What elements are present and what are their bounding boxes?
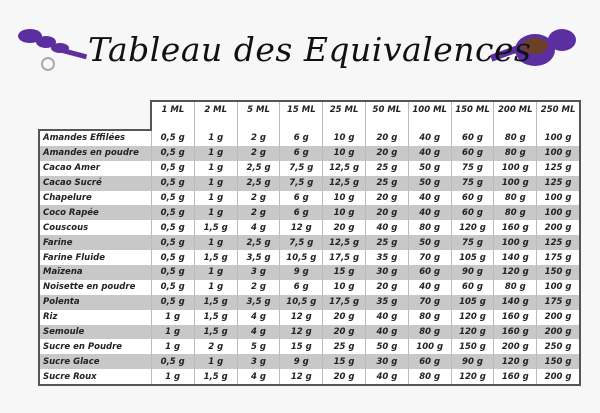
weight-cell: 10 g bbox=[323, 130, 366, 146]
weight-cell: 50 g bbox=[408, 161, 451, 176]
weight-cell: 4 g bbox=[237, 220, 280, 235]
weight-cell: 17,5 g bbox=[323, 250, 366, 265]
table-row bbox=[39, 130, 580, 146]
weight-cell: 60 g bbox=[408, 265, 451, 280]
weight-cell: 3 g bbox=[237, 265, 280, 280]
weight-cell: 20 g bbox=[365, 146, 408, 161]
weight-cell: 2 g bbox=[237, 205, 280, 220]
weight-cell: 100 g bbox=[494, 176, 537, 191]
weight-cell: 100 g bbox=[494, 161, 537, 176]
weight-cell: 1,5 g bbox=[194, 310, 237, 325]
weight-cell: 75 g bbox=[451, 161, 494, 176]
weight-cell: 20 g bbox=[365, 130, 408, 146]
column-header: 250 ML bbox=[537, 101, 580, 130]
weight-cell: 1 g bbox=[194, 235, 237, 250]
weight-cell: 120 g bbox=[494, 265, 537, 280]
weight-cell: 80 g bbox=[408, 310, 451, 325]
column-header: 50 ML bbox=[365, 101, 408, 130]
column-header: 200 ML bbox=[494, 101, 537, 130]
weight-cell: 40 g bbox=[365, 325, 408, 340]
weight-cell: 0,5 g bbox=[151, 295, 194, 310]
weight-cell: 150 g bbox=[537, 354, 580, 369]
weight-cell: 0,5 g bbox=[151, 146, 194, 161]
weight-cell: 2,5 g bbox=[237, 176, 280, 191]
header-row bbox=[39, 101, 580, 130]
weight-cell: 1 g bbox=[194, 265, 237, 280]
weight-cell: 100 g bbox=[537, 205, 580, 220]
weight-cell: 100 g bbox=[537, 146, 580, 161]
ingredient-name: Sucre en Poudre bbox=[39, 339, 151, 354]
weight-cell: 105 g bbox=[451, 250, 494, 265]
ingredient-name: Sucre Glace bbox=[39, 354, 151, 369]
weight-cell: 4 g bbox=[237, 310, 280, 325]
weight-cell: 1 g bbox=[194, 176, 237, 191]
weight-cell: 1 g bbox=[194, 161, 237, 176]
weight-cell: 140 g bbox=[494, 250, 537, 265]
ingredient-name: Amandes Effilées bbox=[39, 130, 151, 146]
ingredient-name: Noisette en poudre bbox=[39, 280, 151, 295]
table-row bbox=[39, 369, 580, 385]
weight-cell: 60 g bbox=[451, 280, 494, 295]
weight-cell: 15 g bbox=[280, 339, 323, 354]
ingredient-name: Amandes en poudre bbox=[39, 146, 151, 161]
ingredient-name: Riz bbox=[39, 310, 151, 325]
weight-cell: 60 g bbox=[451, 146, 494, 161]
weight-cell: 10 g bbox=[323, 146, 366, 161]
weight-cell: 50 g bbox=[365, 339, 408, 354]
weight-cell: 3,5 g bbox=[237, 295, 280, 310]
weight-cell: 125 g bbox=[537, 235, 580, 250]
weight-cell: 80 g bbox=[408, 369, 451, 385]
ingredient-name: Cacao Amer bbox=[39, 161, 151, 176]
weight-cell: 90 g bbox=[451, 265, 494, 280]
weight-cell: 10 g bbox=[323, 205, 366, 220]
weight-cell: 120 g bbox=[494, 354, 537, 369]
weight-cell: 0,5 g bbox=[151, 191, 194, 206]
weight-cell: 1 g bbox=[194, 146, 237, 161]
weight-cell: 20 g bbox=[323, 310, 366, 325]
weight-cell: 40 g bbox=[408, 280, 451, 295]
weight-cell: 25 g bbox=[365, 161, 408, 176]
weight-cell: 12,5 g bbox=[323, 176, 366, 191]
weight-cell: 2 g bbox=[194, 339, 237, 354]
weight-cell: 1 g bbox=[194, 205, 237, 220]
equivalences-table bbox=[38, 100, 581, 386]
weight-cell: 20 g bbox=[365, 280, 408, 295]
weight-cell: 30 g bbox=[365, 354, 408, 369]
ingredient-name: Cacao Sucré bbox=[39, 176, 151, 191]
weight-cell: 20 g bbox=[365, 191, 408, 206]
weight-cell: 1 g bbox=[151, 369, 194, 385]
weight-cell: 120 g bbox=[451, 310, 494, 325]
table-row bbox=[39, 220, 580, 235]
weight-cell: 160 g bbox=[494, 369, 537, 385]
column-header: 15 ML bbox=[280, 101, 323, 130]
weight-cell: 12 g bbox=[280, 310, 323, 325]
weight-cell: 9 g bbox=[280, 265, 323, 280]
weight-cell: 0,5 g bbox=[151, 220, 194, 235]
table-row bbox=[39, 295, 580, 310]
weight-cell: 175 g bbox=[537, 250, 580, 265]
weight-cell: 0,5 g bbox=[151, 265, 194, 280]
weight-cell: 0,5 g bbox=[151, 235, 194, 250]
weight-cell: 1,5 g bbox=[194, 369, 237, 385]
weight-cell: 150 g bbox=[451, 339, 494, 354]
weight-cell: 10 g bbox=[323, 280, 366, 295]
weight-cell: 160 g bbox=[494, 325, 537, 340]
ingredient-name: Semoule bbox=[39, 325, 151, 340]
weight-cell: 250 g bbox=[537, 339, 580, 354]
table-row bbox=[39, 339, 580, 354]
weight-cell: 1 g bbox=[194, 354, 237, 369]
ingredient-name: Couscous bbox=[39, 220, 151, 235]
weight-cell: 125 g bbox=[537, 176, 580, 191]
weight-cell: 80 g bbox=[408, 220, 451, 235]
table-row bbox=[39, 310, 580, 325]
weight-cell: 6 g bbox=[280, 130, 323, 146]
weight-cell: 0,5 g bbox=[151, 176, 194, 191]
weight-cell: 40 g bbox=[408, 130, 451, 146]
weight-cell: 2 g bbox=[237, 191, 280, 206]
weight-cell: 60 g bbox=[451, 130, 494, 146]
weight-cell: 20 g bbox=[323, 220, 366, 235]
weight-cell: 1,5 g bbox=[194, 250, 237, 265]
weight-cell: 3,5 g bbox=[237, 250, 280, 265]
table-row bbox=[39, 354, 580, 369]
weight-cell: 120 g bbox=[451, 325, 494, 340]
table-row bbox=[39, 250, 580, 265]
weight-cell: 80 g bbox=[408, 325, 451, 340]
table-row bbox=[39, 161, 580, 176]
column-header: 100 ML bbox=[408, 101, 451, 130]
weight-cell: 75 g bbox=[451, 235, 494, 250]
ingredient-name: Farine bbox=[39, 235, 151, 250]
ingredient-name: Coco Rapée bbox=[39, 205, 151, 220]
weight-cell: 20 g bbox=[323, 369, 366, 385]
corner-cell bbox=[39, 101, 151, 130]
table-row bbox=[39, 191, 580, 206]
table-row bbox=[39, 146, 580, 161]
weight-cell: 7,5 g bbox=[280, 235, 323, 250]
column-header: 5 ML bbox=[237, 101, 280, 130]
weight-cell: 50 g bbox=[408, 235, 451, 250]
weight-cell: 10,5 g bbox=[280, 295, 323, 310]
weight-cell: 9 g bbox=[280, 354, 323, 369]
weight-cell: 100 g bbox=[537, 130, 580, 146]
weight-cell: 2,5 g bbox=[237, 235, 280, 250]
weight-cell: 80 g bbox=[494, 280, 537, 295]
weight-cell: 70 g bbox=[408, 295, 451, 310]
weight-cell: 50 g bbox=[408, 176, 451, 191]
weight-cell: 70 g bbox=[408, 250, 451, 265]
table-row bbox=[39, 235, 580, 250]
weight-cell: 60 g bbox=[451, 191, 494, 206]
weight-cell: 1 g bbox=[151, 339, 194, 354]
weight-cell: 10 g bbox=[323, 191, 366, 206]
weight-cell: 17,5 g bbox=[323, 295, 366, 310]
weight-cell: 10,5 g bbox=[280, 250, 323, 265]
weight-cell: 25 g bbox=[365, 176, 408, 191]
weight-cell: 2 g bbox=[237, 146, 280, 161]
weight-cell: 12,5 g bbox=[323, 161, 366, 176]
weight-cell: 0,5 g bbox=[151, 161, 194, 176]
weight-cell: 200 g bbox=[537, 220, 580, 235]
weight-cell: 15 g bbox=[323, 354, 366, 369]
weight-cell: 35 g bbox=[365, 295, 408, 310]
weight-cell: 40 g bbox=[365, 220, 408, 235]
weight-cell: 12 g bbox=[280, 325, 323, 340]
weight-cell: 15 g bbox=[323, 265, 366, 280]
ingredient-name: Farine Fluide bbox=[39, 250, 151, 265]
page-title: Tableau des Equivalences bbox=[88, 30, 532, 69]
weight-cell: 40 g bbox=[408, 191, 451, 206]
weight-cell: 1 g bbox=[194, 280, 237, 295]
weight-cell: 200 g bbox=[494, 339, 537, 354]
weight-cell: 12,5 g bbox=[323, 235, 366, 250]
weight-cell: 105 g bbox=[451, 295, 494, 310]
weight-cell: 12 g bbox=[280, 369, 323, 385]
weight-cell: 0,5 g bbox=[151, 354, 194, 369]
weight-cell: 40 g bbox=[365, 369, 408, 385]
ingredient-name: Polenta bbox=[39, 295, 151, 310]
weight-cell: 200 g bbox=[537, 310, 580, 325]
weight-cell: 1 g bbox=[151, 325, 194, 340]
weight-cell: 0,5 g bbox=[151, 205, 194, 220]
table-row bbox=[39, 205, 580, 220]
weight-cell: 120 g bbox=[451, 369, 494, 385]
weight-cell: 80 g bbox=[494, 191, 537, 206]
weight-cell: 7,5 g bbox=[280, 176, 323, 191]
weight-cell: 40 g bbox=[408, 146, 451, 161]
weight-cell: 160 g bbox=[494, 310, 537, 325]
weight-cell: 35 g bbox=[365, 250, 408, 265]
weight-cell: 20 g bbox=[323, 325, 366, 340]
ingredient-name: Chapelure bbox=[39, 191, 151, 206]
weight-cell: 6 g bbox=[280, 191, 323, 206]
weight-cell: 120 g bbox=[451, 220, 494, 235]
column-header: 150 ML bbox=[451, 101, 494, 130]
weight-cell: 12 g bbox=[280, 220, 323, 235]
weight-cell: 100 g bbox=[494, 235, 537, 250]
column-header: 1 ML bbox=[151, 101, 194, 130]
weight-cell: 100 g bbox=[537, 191, 580, 206]
weight-cell: 2 g bbox=[237, 280, 280, 295]
weight-cell: 7,5 g bbox=[280, 161, 323, 176]
weight-cell: 6 g bbox=[280, 146, 323, 161]
table-row bbox=[39, 176, 580, 191]
weight-cell: 25 g bbox=[365, 235, 408, 250]
column-header: 2 ML bbox=[194, 101, 237, 130]
weight-cell: 40 g bbox=[408, 205, 451, 220]
weight-cell: 0,5 g bbox=[151, 250, 194, 265]
column-header: 25 ML bbox=[323, 101, 366, 130]
ingredient-name: Sucre Roux bbox=[39, 369, 151, 385]
weight-cell: 160 g bbox=[494, 220, 537, 235]
weight-cell: 20 g bbox=[365, 205, 408, 220]
measuring-spoons-icon bbox=[8, 22, 88, 72]
weight-cell: 2,5 g bbox=[237, 161, 280, 176]
weight-cell: 4 g bbox=[237, 369, 280, 385]
weight-cell: 90 g bbox=[451, 354, 494, 369]
weight-cell: 200 g bbox=[537, 369, 580, 385]
weight-cell: 80 g bbox=[494, 205, 537, 220]
table-row bbox=[39, 325, 580, 340]
weight-cell: 3 g bbox=[237, 354, 280, 369]
weight-cell: 5 g bbox=[237, 339, 280, 354]
weight-cell: 1,5 g bbox=[194, 220, 237, 235]
weight-cell: 100 g bbox=[408, 339, 451, 354]
weight-cell: 40 g bbox=[365, 310, 408, 325]
weight-cell: 1,5 g bbox=[194, 325, 237, 340]
weight-cell: 80 g bbox=[494, 146, 537, 161]
weight-cell: 0,5 g bbox=[151, 130, 194, 146]
weight-cell: 0,5 g bbox=[151, 280, 194, 295]
weight-cell: 6 g bbox=[280, 280, 323, 295]
weight-cell: 4 g bbox=[237, 325, 280, 340]
weight-cell: 1 g bbox=[151, 310, 194, 325]
weight-cell: 2 g bbox=[237, 130, 280, 146]
weight-cell: 60 g bbox=[451, 205, 494, 220]
weight-cell: 75 g bbox=[451, 176, 494, 191]
weight-cell: 1 g bbox=[194, 191, 237, 206]
ingredient-name: Maïzena bbox=[39, 265, 151, 280]
weight-cell: 1,5 g bbox=[194, 295, 237, 310]
weight-cell: 1 g bbox=[194, 130, 237, 146]
weight-cell: 60 g bbox=[408, 354, 451, 369]
weight-cell: 175 g bbox=[537, 295, 580, 310]
weight-cell: 25 g bbox=[323, 339, 366, 354]
weight-cell: 100 g bbox=[537, 280, 580, 295]
weight-cell: 6 g bbox=[280, 205, 323, 220]
weight-cell: 140 g bbox=[494, 295, 537, 310]
weight-cell: 125 g bbox=[537, 161, 580, 176]
weight-cell: 80 g bbox=[494, 130, 537, 146]
weight-cell: 30 g bbox=[365, 265, 408, 280]
weight-cell: 200 g bbox=[537, 325, 580, 340]
table-row bbox=[39, 280, 580, 295]
weight-cell: 150 g bbox=[537, 265, 580, 280]
table-row bbox=[39, 265, 580, 280]
